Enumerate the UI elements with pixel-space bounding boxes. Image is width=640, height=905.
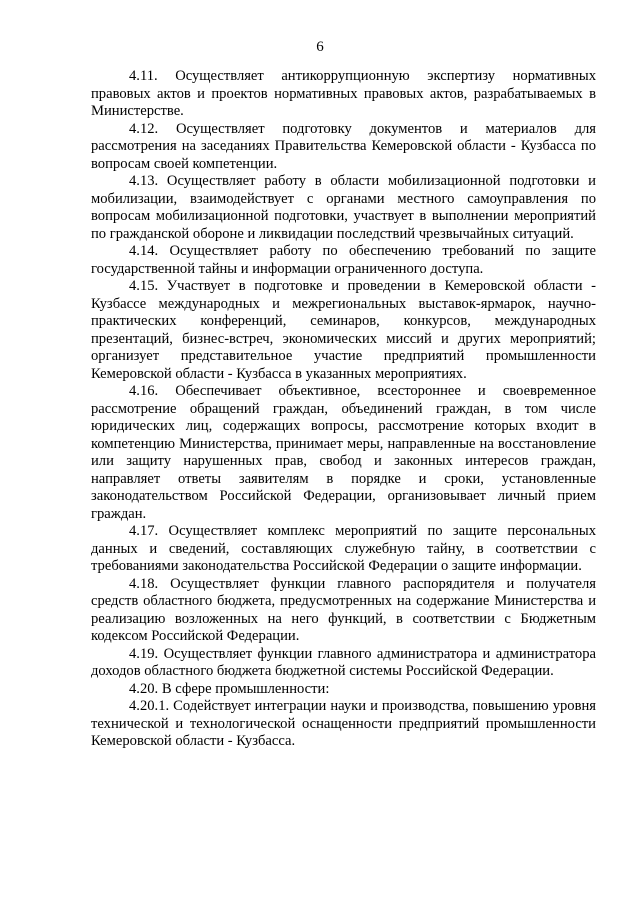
paragraph-4-19: 4.19. Осуществляет функции главного администратора и администратора доходов областного бюджета бюджетной системы Российской Федерации. bbox=[91, 645, 596, 679]
page-number: 6 bbox=[316, 39, 324, 55]
paragraph-4-11: 4.11. Осуществляет антикоррупционную экспертизу нормативных правовых актов и проектов нормативных правовых актов, разрабатываемых в Министерстве. bbox=[91, 68, 596, 119]
paragraph-4-20: 4.20. В сфере промышленности: bbox=[129, 680, 330, 697]
paragraph-4-17: 4.17. Осуществляет комплекс мероприятий по защите персональных данных и сведений, составляющих служебную тайну, в соответствии с требованиями законодательства Российской Федерации о защите информации. bbox=[91, 523, 596, 574]
paragraph-4-13: 4.13. Осуществляет работу в области мобилизационной подготовки и мобилизации, взаимодействует с органами местного самоуправления по вопросам мобилизационной подготовки, участвует в выполнении мероприятий по гражданской обороне и ликвидации последствий чрезвычайных ситуаций. bbox=[91, 173, 596, 242]
paragraph-4-14: 4.14. Осуществляет работу по обеспечению требований по защите государственной тайны и информации ограниченного доступа. bbox=[91, 243, 596, 277]
paragraph-4-16: 4.16. Обеспечивает объективное, всестороннее и своевременное рассмотрение обращений граждан, объединений граждан, в том числе юридических лиц, содержащих вопросы, рассмотрение которых входит в компетенцию Министерства, принимает меры, направленные на восстановление или защиту нарушенных прав, свобод и законных интересов граждан, направляет ответы заявителям в порядке и сроки, установленные законодательством Российской Федерации, организовывает личный прием граждан. bbox=[91, 383, 596, 522]
document-body bbox=[91, 68, 596, 751]
paragraph-4-20-1: 4.20.1. Содействует интеграции науки и производства, повышению уровня технической и технологической оснащенности предприятий промышленности Кемеровской области - Кузбасса. bbox=[91, 698, 596, 749]
paragraph-4-15: 4.15. Участвует в подготовке и проведении в Кемеровской области - Кузбассе международных и межрегиональных выставок-ярмарок, научно-практических конференций, семинаров, конкурсов, международных презентаций, бизнес-встреч, экономических миссий и других мероприятий; организует представительное участие предприятий промышленности Кемеровской области - Кузбасса в указанных мероприятиях. bbox=[91, 278, 596, 382]
paragraph-4-12: 4.12. Осуществляет подготовку документов и материалов для рассмотрения на заседаниях Правительства Кемеровской области - Кузбасса по вопросам своей компетенции. bbox=[91, 120, 596, 172]
paragraph-4-18: 4.18. Осуществляет функции главного распорядителя и получателя средств областного бюджета, предусмотренных на содержание Министерства и реализацию возложенных на него функций, в соответствии с Бюджетным кодексом Российской Федерации. bbox=[91, 575, 596, 644]
